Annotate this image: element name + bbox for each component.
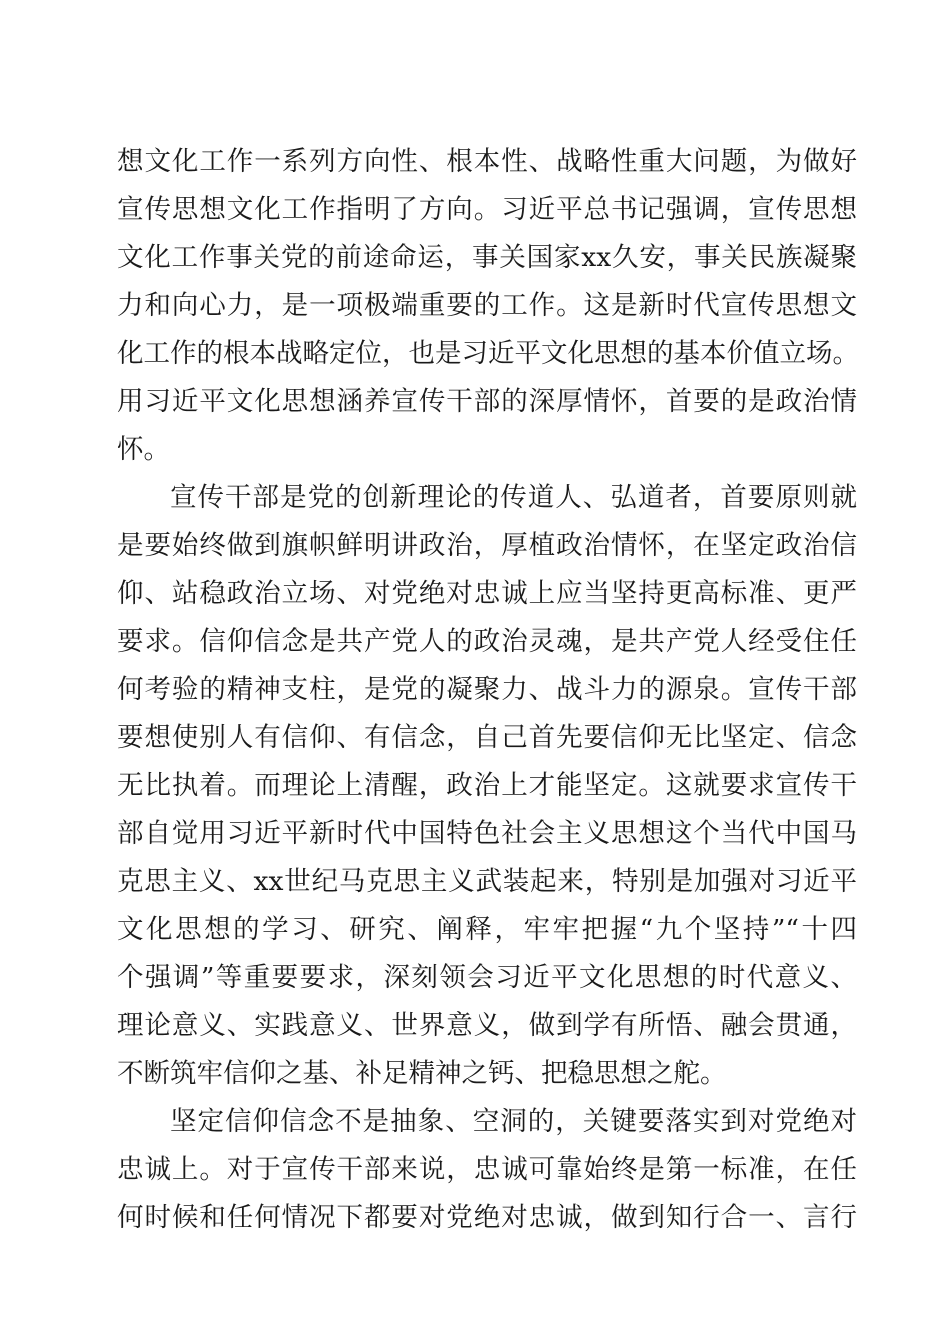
text-line-13: 要想使别人有信仰、有信念，自己首先要信仰无比坚定、信念 [117,722,857,753]
paragraph-3-first-line: 坚定信仰信念不是抽象、空洞的，关键要落实到对党绝对 [170,1106,857,1137]
text-line-18: 个强调”等重要要求，深刻领会习近平文化思想的时代意义、 [117,962,857,993]
text-line-16: 克思主义、xx世纪马克思主义武装起来，特别是加强对习近平 [117,866,857,897]
paragraph-2-first-line: 宣传干部是党的创新理论的传道人、弘道者，首要原则就 [170,482,857,513]
text-line-14: 无比执着。而理论上清醒，政治上才能坚定。这就要求宣传干 [117,770,857,801]
text-line-1: 想文化工作一系列方向性、根本性、战略性重大问题，为做好 [117,146,857,177]
text-line-19: 理论意义、实践意义、世界意义，做到学有所悟、融会贯通， [117,1010,857,1041]
text-line-6: 用习近平文化思想涵养宣传干部的深厚情怀，首要的是政治情 [117,386,857,417]
text-line-23: 何时候和任何情况下都要对党绝对忠诚，做到知行合一、言行 [117,1202,857,1233]
text-line-5: 化工作的根本战略定位，也是习近平文化思想的基本价值立场。 [117,338,859,369]
text-line-4: 力和向心力，是一项极端重要的工作。这是新时代宣传思想文 [117,290,857,321]
text-line-15: 部自觉用习近平新时代中国特色社会主义思想这个当代中国马 [117,818,857,849]
text-line-17: 文化思想的学习、研究、阐释，牢牢把握“九个坚持”“十四 [117,914,857,945]
text-line-10: 仰、站稳政治立场、对党绝对忠诚上应当坚持更高标准、更严 [117,578,857,609]
text-line-9: 是要始终做到旗帜鲜明讲政治，厚植政治情怀，在坚定政治信 [117,530,857,561]
text-line-7: 怀。 [117,434,170,465]
text-line-11: 要求。信仰信念是共产党人的政治灵魂，是共产党人经受住任 [117,626,857,657]
text-line-12: 何考验的精神支柱，是党的凝聚力、战斗力的源泉。宣传干部 [117,674,857,705]
text-line-22: 忠诚上。对于宣传干部来说，忠诚可靠始终是第一标准，在任 [117,1154,857,1185]
text-line-3: 文化工作事关党的前途命运，事关国家xx久安，事关民族凝聚 [117,242,857,273]
text-line-20: 不断筑牢信仰之基、补足精神之钙、把稳思想之舵。 [117,1058,727,1089]
text-line-2: 宣传思想文化工作指明了方向。习近平总书记强调，宣传思想 [117,194,857,225]
